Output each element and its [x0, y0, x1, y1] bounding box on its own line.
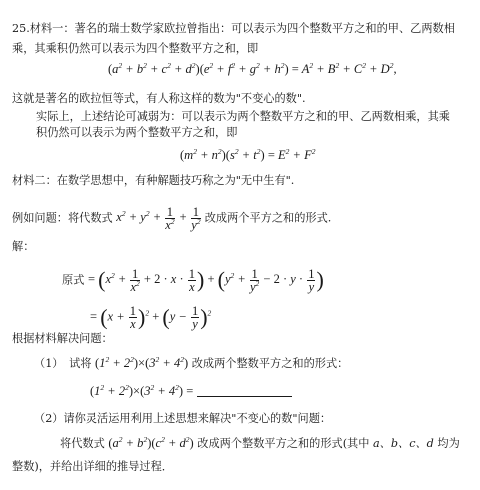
solution-step-2: = (x + $\frac{1}{x}$ )$^2$ + (y − $\frac{1}{y}$ )$^2$	[90, 304, 212, 331]
weaker-statement-line-2: 积仍然可以表示为两个整数平方之和，即	[36, 126, 238, 139]
euler-identity: $(a^2 + b^2 + c^2 + d^2)(e^2 + f^2 + g^2 + h^2) = A^2 + B^2 + C^2 + D^2$,	[108, 61, 397, 76]
two-square-identity: $(m^2 + n^2)(s^2 + t^2) = E^2 + F^2$	[180, 147, 316, 162]
euler-description: 这就是著名的欧拉恒等式，有人称这样的数为"不变心的数".	[12, 92, 306, 105]
problem-intro-line-2: 乘，其乘积仍然可以表示为四个整数平方之和，即	[12, 42, 259, 55]
question-1: （1） 试将 $(1^2 + 2^2)\times(3^2 + 4^2)$ 改成两个整数平方之和的形式：	[34, 355, 349, 370]
question-2-task: 将代数式 $(a^2 + b^2)(c^2 + d^2)$ 改成两个整数平方之和的形式(其中 a、b、c、d 均为	[60, 435, 460, 450]
example-expression: $x^2 + y^2$ + $\frac{1}{x^2}$ + $\frac{1}{y^2}$	[116, 205, 201, 232]
question-2: （2）请你灵活运用利用上述思想来解决"不变心的数"问题：	[34, 412, 332, 425]
q2-expression: $(a^2 + b^2)(c^2 + d^2)$	[108, 435, 194, 450]
q1-expression: $(1^2 + 2^2)\times(3^2 + 4^2)$	[95, 355, 189, 370]
question-2-task-end: 整数)，并给出详细的推导过程．	[12, 460, 173, 473]
apply-materials: 根据材料解决问题：	[12, 332, 113, 345]
q2-variables: a、b、c、d	[373, 437, 434, 450]
weaker-statement-line-1: 实际上，上述结论可减弱为：可以表示为两个整数平方之和的甲、乙两数相乘，其乘	[36, 110, 450, 123]
q1-answer-line: $(1^2 + 2^2)\times(3^2 + 4^2)$ =	[90, 384, 292, 399]
problem-intro-line-1: 25.材料一：著名的瑞士数学家欧拉曾指出：可以表示为四个整数平方之和的甲、乙两数相	[12, 22, 455, 35]
solution-step-1: 原式 = ($x^2$ + $\frac{1}{x^2}$ + 2 · x · $\frac{1}{x}$ ) + ($y^2$ + $\frac{1}{y^2}$ − 2 · y · $\frac{1}{y}$ )	[62, 267, 324, 294]
q1-answer-blank[interactable]	[197, 384, 292, 397]
material-two: 材料二：在数学思想中，有种解题技巧称之为"无中生有".	[12, 174, 295, 187]
solution-label: 解：	[12, 240, 35, 253]
example-line: 例如问题：将代数式 $x^2 + y^2$ + $\frac{1}{x^2}$ + $\frac{1}{y^2}$ 改成两个平方之和的形式.	[12, 205, 332, 232]
